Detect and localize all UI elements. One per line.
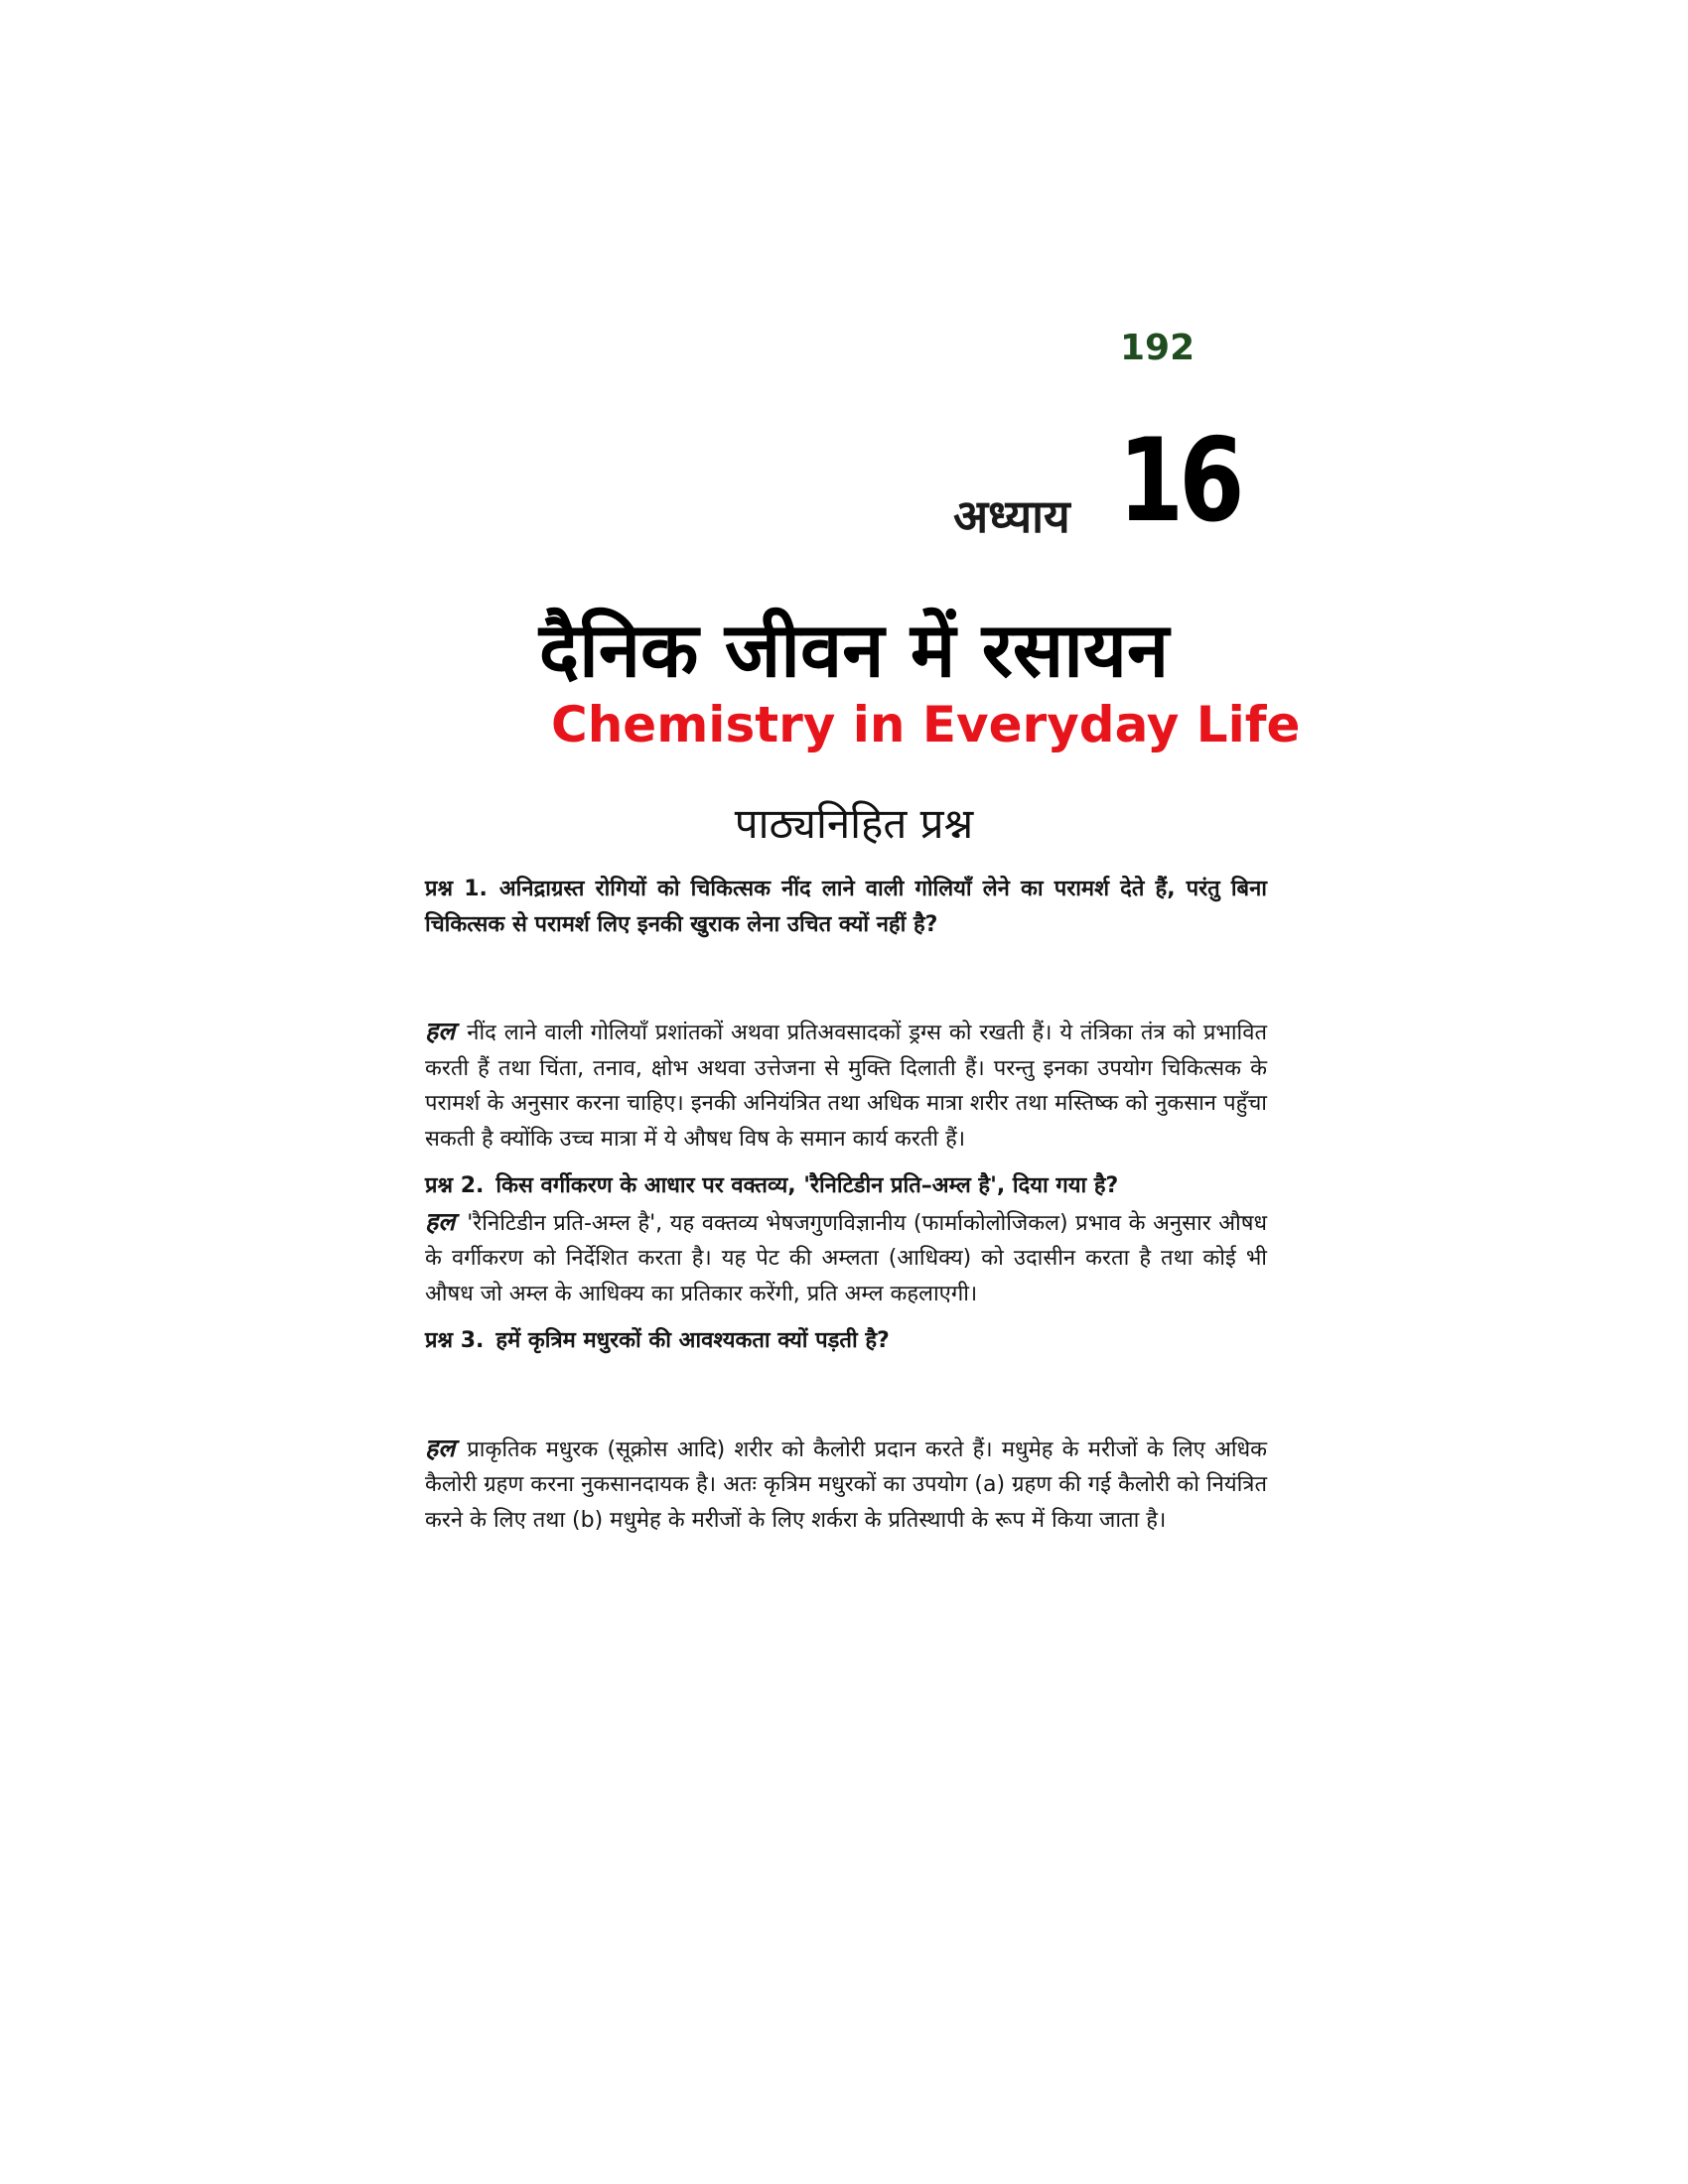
answer-1 xyxy=(425,1014,1267,1157)
question-1-text: अनिद्राग्रस्त रोगियों को चिकित्सक नींद लाने वाली गोलियाँ लेने का परामर्श देते हैं, परंतु बिना चिकित्सक से परामर्श लिए इनकी खुराक लेना उचित क्यों नहीं है? xyxy=(425,877,1268,937)
question-answer-section xyxy=(425,872,1267,1538)
question-2 xyxy=(425,1168,1267,1204)
question-2-text: किस वर्गीकरण के आधार पर वक्तव्य, 'रैनिटिडीन प्रति–अम्ल है', दिया गया है? xyxy=(495,1173,1119,1198)
chapter-number: 16 xyxy=(1118,414,1240,548)
chapter-heading xyxy=(953,414,1240,548)
answer-2 xyxy=(425,1204,1267,1312)
question-1-label: प्रश्न 1. xyxy=(425,877,488,901)
chapter-word: अध्याय xyxy=(953,489,1070,543)
answer-1-text: नींद लाने वाली गोलियाँ प्रशांतकों अथवा प्रतिअवसादकों ड्रग्स को रखती हैं। ये तंत्रिका तंत्र को प्रभावित करती हैं तथा चिंता, तनाव, क्षोभ अथवा उत्तेजना से मुक्ति दिलाती हैं। परन्तु इनका उपयोग चिकित्सक के परामर्श के अनुसार करना चाहिए। इनकी अनियंत्रित तथा अधिक मात्रा शरीर तथा मस्तिष्क को नुकसान पहुँचा सकती है क्योंकि उच्च मात्रा में ये औषध विष के समान कार्य करती हैं। xyxy=(425,1021,1267,1152)
question-1 xyxy=(425,872,1267,942)
answer-3 xyxy=(425,1431,1267,1539)
section-heading: पाठ्यनिहित प्रश्न xyxy=(734,799,974,848)
question-3-label: प्रश्न 3. xyxy=(425,1328,485,1353)
question-2-label: प्रश्न 2. xyxy=(425,1173,485,1198)
answer-2-label: हल xyxy=(425,1206,456,1236)
question-3-text: हमें कृत्रिम मधुरकों की आवश्यकता क्यों पड़ती है? xyxy=(495,1328,890,1353)
answer-3-text: प्राकृतिक मधुरक (सूक्रोस आदि) शरीर को कैलोरी प्रदान करते हैं। मधुमेह के मरीजों के लिए अधिक कैलोरी ग्रहण करना नुकसानदायक है। अतः कृत्रिम मधुरकों का उपयोग (a) ग्रहण की गई कैलोरी को नियंत्रित करने के लिए तथा (b) मधुमेह के मरीजों के लिए शर्करा के प्रतिस्थापी के रूप में किया जाता है। xyxy=(425,1436,1267,1533)
answer-3-label: हल xyxy=(425,1433,456,1462)
answer-1-label: हल xyxy=(425,1017,456,1045)
page-number: 192 xyxy=(1120,328,1196,368)
question-3 xyxy=(425,1323,1267,1359)
chapter-title-hindi: दैनिक जीवन में रसायन xyxy=(538,606,1170,694)
chapter-title-english: Chemistry in Everyday Life xyxy=(551,696,1301,753)
answer-2-text: 'रैनिटिडीन प्रति-अम्ल है', यह वक्तव्य भेषजगुणविज्ञानीय (फार्माकोलोजिकल) प्रभाव के अनुसार औषध के वर्गीकरण को निर्देशित करता है। यह पेट की अम्लता (आधिक्य) को उदासीन करता है तथा कोई भी औषध जो अम्ल के आधिक्य का प्रतिकार करेंगी, प्रति अम्ल कहलाएगी। xyxy=(425,1210,1267,1306)
